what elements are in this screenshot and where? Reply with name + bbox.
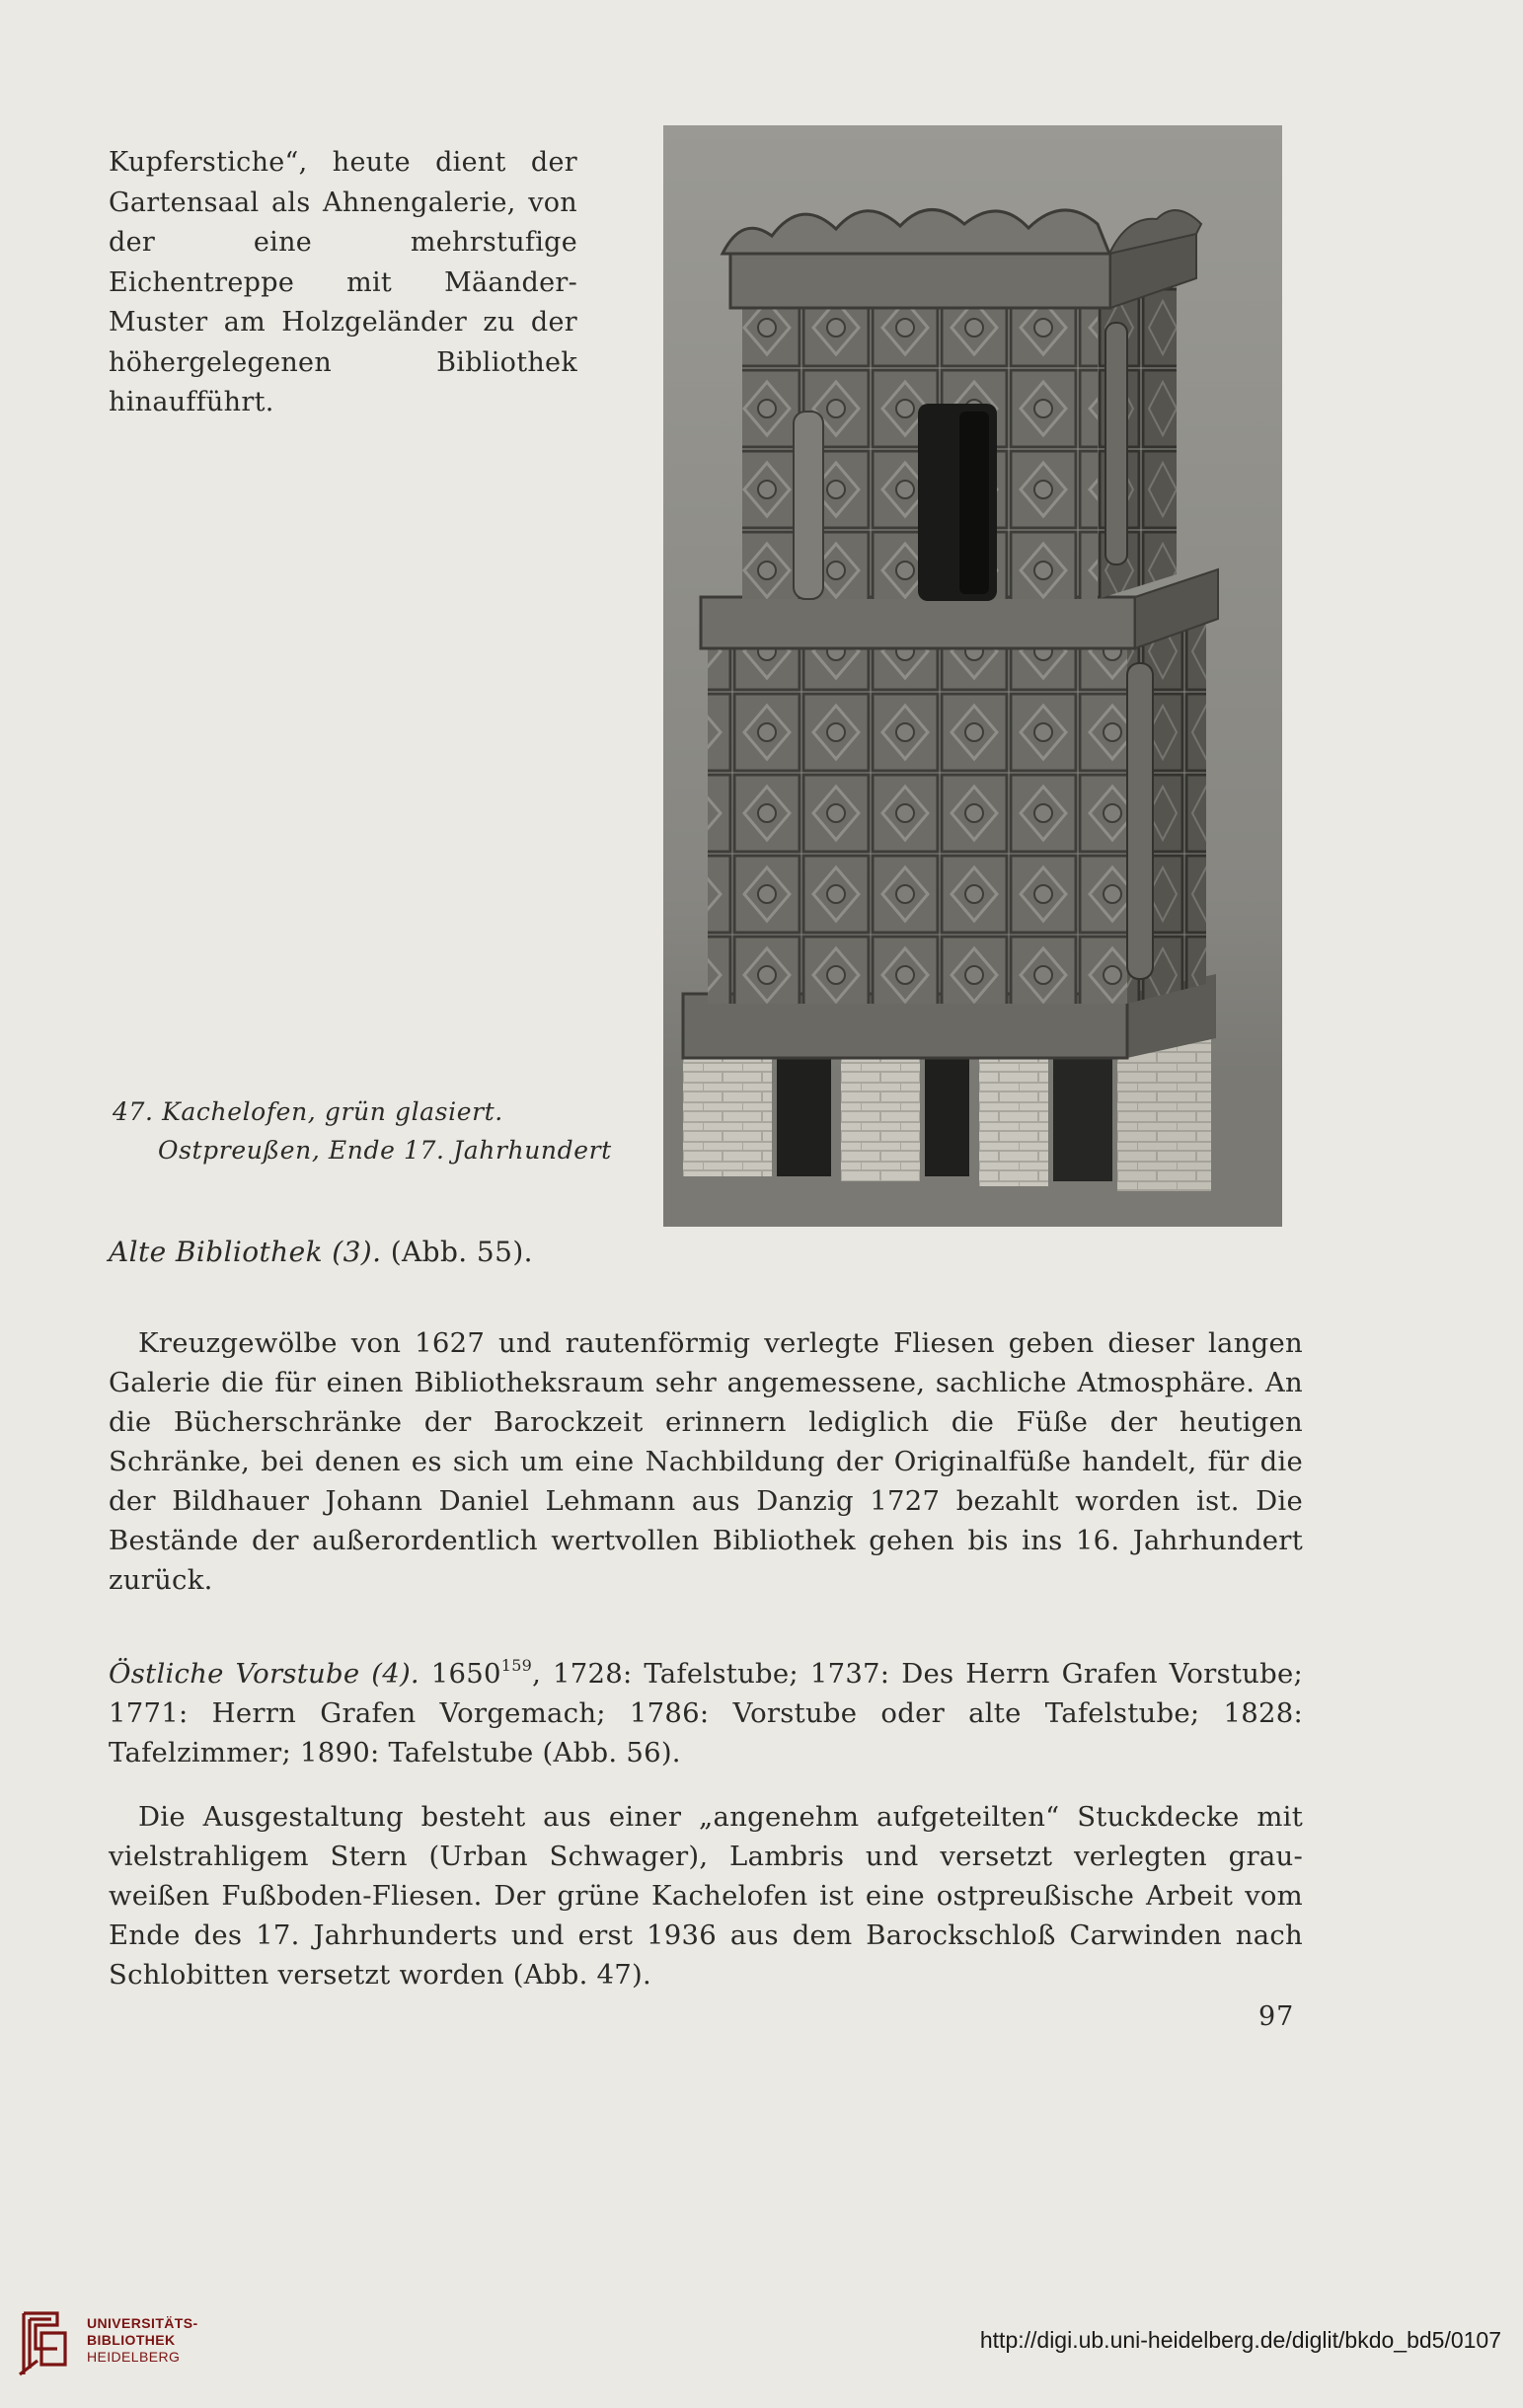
library-name-line-1: UNIVERSITÄTS- [87,2315,198,2331]
library-name-line-2: BIBLIOTHEK [87,2332,176,2348]
section-title: Alte Bibliothek (3). [109,1236,382,1268]
paragraph-alte-bibliothek: Kreuzgewölbe von 1627 und rautenförmig verlegte Fliesen geben dieser langen Galerie die für einen Bibliotheksraum sehr angemessene, sachliche Atmosphäre. An die Bücherschränke der Barockzeit erinnern lediglich die Füße der heutigen Schränke, bei denen es sich um eine Nachbildung der Originalfüße handelt, für die der Bildhauer Johann Daniel Lehmann aus Danzig 1727 bezahlt worden ist. Die Bestände der außerordentlich wertvollen Bibliothek gehen bis ins 16. Jahrhundert zurück. [109,1326,1303,1596]
caption-line-1: 47. Kachelofen, grün glasiert. [113,1097,503,1126]
section-year: 1650 [430,1657,501,1690]
figure-caption [113,1092,626,1169]
section-history-text: , 1728: Tafelstube; 1737: Des Herrn Grafen Vorstube; 1771: Herrn Grafen Vorgemach; 1786: Vorstube oder alte Tafelstube; 1828: Tafelzimmer; 1890: Tafelstube (Abb. 56). [109,1657,1303,1768]
stove-illustration [663,125,1282,1227]
section-heading-alte-bibliothek [109,1233,1293,1272]
footer-bar [0,2297,1523,2408]
library-name [87,2315,198,2366]
library-name-line-3: HEIDELBERG [87,2349,181,2365]
left-column-text: Kupferstiche“, heute dient der Gartensaal als Ahnengalerie, von der eine mehrstufige Eichentreppe mit Mäander-Muster am Holzgeländer zu der höhergelegenen Bibliothek hinaufführt. [109,147,577,417]
library-logo-icon [18,2305,79,2378]
page-number: 97 [1258,2001,1295,2032]
figure-tiled-stove-photo [663,125,1282,1227]
section-heading-oestliche-vorstube [109,1654,1303,1772]
section-title: Östliche Vorstube (4). [109,1657,419,1690]
caption-line-2: Ostpreußen, Ende 17. Jahrhundert [158,1136,612,1165]
footnote-ref[interactable]: 159 [500,1655,533,1675]
source-url-link[interactable]: http://digi.ub.uni-heidelberg.de/diglit/bkdo_bd5/0107 [979,2327,1501,2353]
paragraph-oestliche-vorstube: Die Ausgestaltung besteht aus einer „angenehm aufgeteilten“ Stuckdecke mit vielstrahligem Stern (Urban Schwager), Lambris und versetzt verlegten grau-weißen Fußboden-Fliesen. Der grüne Kachelofen ist eine ostpreußische Arbeit vom Ende des 17. Jahrhunderts und erst 1936 aus dem Barockschloß Carwinden nach Schlobitten versetzt worden (Abb. 47). [109,1800,1303,1991]
section-figure-ref: (Abb. 55). [390,1236,533,1268]
